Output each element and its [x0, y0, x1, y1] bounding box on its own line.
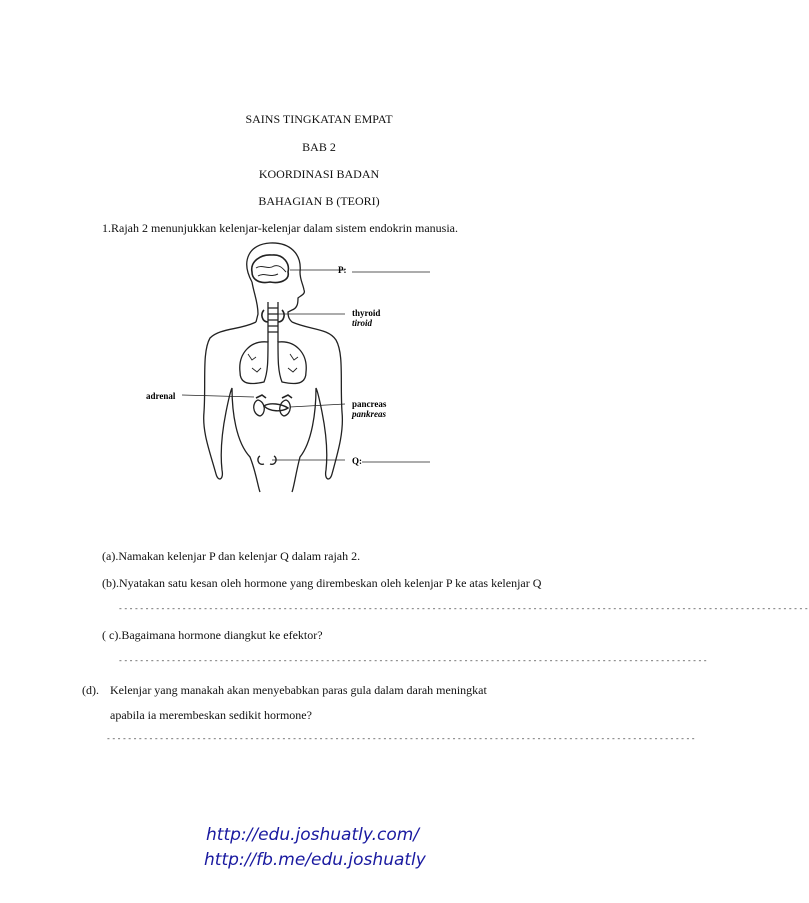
neck-back — [252, 282, 258, 322]
footer-link-website[interactable]: http://edu.joshuatly.com/ — [206, 825, 420, 845]
label-adrenal: adrenal — [146, 391, 176, 401]
footer-link-facebook[interactable]: http://fb.me/edu.joshuatly — [204, 850, 426, 870]
endocrine-system-diagram — [140, 242, 450, 492]
title-subject: SAINS TINGKATAN EMPAT — [245, 112, 393, 126]
question-b: (b).Nyatakan satu kesan oleh hormone yang dirembeskan oleh kelenjar P ke atas kelenjar Q — [102, 576, 542, 590]
question-d-label: (d). — [82, 683, 99, 697]
label-thyroid: thyroid — [352, 308, 381, 318]
label-tiroid: tiroid — [352, 318, 373, 328]
answer-line-b[interactable]: ---------------------------------------------------------------------------------------------------------------------------------- — [118, 604, 809, 613]
answer-line-c[interactable]: --------------------------------------------------------------------------------------------------------------- — [118, 656, 709, 665]
label-pankreas: pankreas — [352, 409, 387, 419]
question-d-line1: Kelenjar yang manakah akan menyebabkan paras gula dalam darah meningkat — [110, 683, 487, 697]
title-topic: KOORDINASI BADAN — [258, 167, 380, 181]
question-a: (a).Namakan kelenjar P dan kelenjar Q dalam rajah 2. — [102, 549, 361, 563]
body-right — [292, 322, 342, 492]
question-intro: 1.Rajah 2 menunjukkan kelenjar-kelenjar dalam sistem endokrin manusia. — [102, 221, 458, 235]
title-chapter: BAB 2 — [302, 140, 336, 154]
label-q: Q: — [352, 456, 362, 466]
title-section: BAHAGIAN B (TEORI) — [258, 194, 380, 208]
question-d-line2: apabila ia merembeskan sedikit hormone? — [110, 708, 312, 722]
body-left — [204, 322, 260, 492]
label-p: P: — [338, 265, 347, 275]
question-c: ( c).Bagaimana hormone diangkut ke efektor? — [102, 628, 323, 642]
answer-line-d[interactable]: --------------------------------------------------------------------------------------------------------------- — [106, 734, 697, 743]
label-pancreas: pancreas — [352, 399, 387, 409]
